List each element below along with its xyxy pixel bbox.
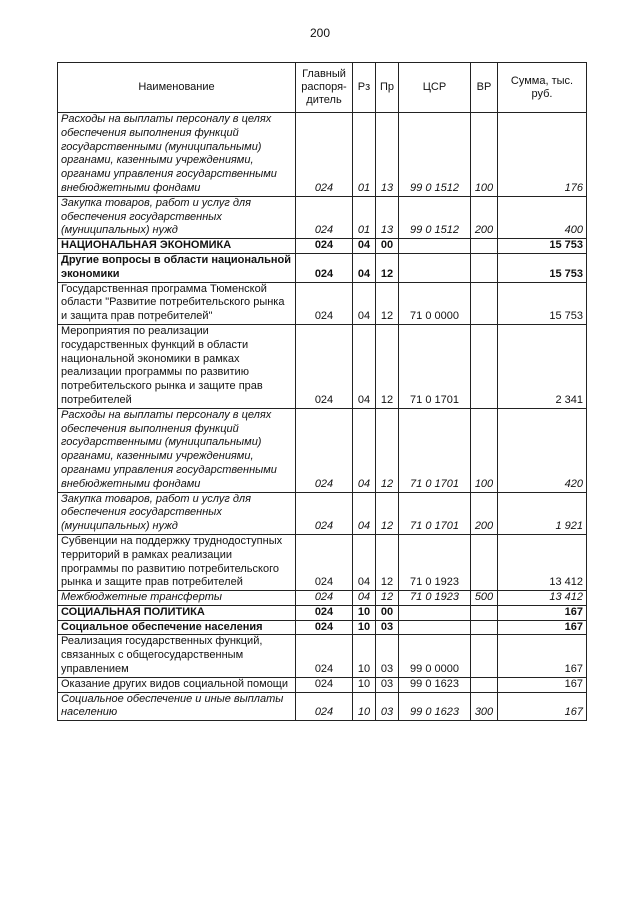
cell-vr: 200: [471, 492, 498, 534]
cell-glavny: 024: [296, 324, 353, 408]
cell-name: Реализация государственных функций, связанных с общегосударственным управлением: [58, 635, 296, 677]
table-row: [58, 408, 587, 492]
cell-vr: [471, 620, 498, 635]
header-pr: Пр: [376, 63, 399, 113]
cell-pr: 03: [376, 635, 399, 677]
cell-glavny: 024: [296, 113, 353, 197]
cell-pr: 03: [376, 677, 399, 692]
cell-csr: 99 0 1512: [399, 113, 471, 197]
cell-rz: 04: [353, 282, 376, 324]
header-csr: ЦСР: [399, 63, 471, 113]
table-row: [58, 196, 587, 238]
cell-vr: [471, 534, 498, 590]
table-row: [58, 239, 587, 254]
cell-name: Государственная программа Тюменской области "Развитие потребительского рынка и защита прав потребителей": [58, 282, 296, 324]
cell-name: Субвенции на поддержку труднодоступных территорий в рамках реализации программы по развитию потребительского рынка и защите прав потребителей: [58, 534, 296, 590]
cell-glavny: 024: [296, 492, 353, 534]
cell-csr: 99 0 1623: [399, 692, 471, 721]
cell-glavny: 024: [296, 282, 353, 324]
header-name: Наименование: [58, 63, 296, 113]
cell-vr: [471, 282, 498, 324]
table-row: [58, 282, 587, 324]
cell-glavny: 024: [296, 253, 353, 282]
cell-summa: 1 921: [498, 492, 587, 534]
cell-pr: 13: [376, 113, 399, 197]
cell-vr: 500: [471, 591, 498, 606]
table-row: [58, 492, 587, 534]
cell-pr: 12: [376, 492, 399, 534]
cell-csr: 99 0 1623: [399, 677, 471, 692]
cell-pr: 12: [376, 282, 399, 324]
cell-csr: [399, 239, 471, 254]
cell-rz: 10: [353, 635, 376, 677]
cell-glavny: 024: [296, 677, 353, 692]
cell-name: Другие вопросы в области национальной экономики: [58, 253, 296, 282]
cell-summa: 176: [498, 113, 587, 197]
cell-rz: 04: [353, 253, 376, 282]
cell-glavny: 024: [296, 635, 353, 677]
cell-summa: 13 412: [498, 591, 587, 606]
table-row: [58, 692, 587, 721]
cell-csr: 71 0 1701: [399, 408, 471, 492]
table-row: [58, 620, 587, 635]
cell-pr: 12: [376, 534, 399, 590]
cell-rz: 04: [353, 324, 376, 408]
cell-vr: [471, 635, 498, 677]
table-body: [58, 113, 587, 721]
cell-name: Социальное обеспечение населения: [58, 620, 296, 635]
cell-summa: 167: [498, 677, 587, 692]
cell-rz: 04: [353, 492, 376, 534]
cell-csr: 99 0 1512: [399, 196, 471, 238]
cell-csr: [399, 620, 471, 635]
cell-vr: 100: [471, 113, 498, 197]
cell-summa: 15 753: [498, 239, 587, 254]
cell-rz: 10: [353, 692, 376, 721]
cell-name: Оказание других видов социальной помощи: [58, 677, 296, 692]
header-summa: Сумма, тыс. руб.: [498, 63, 587, 113]
cell-name: Межбюджетные трансферты: [58, 591, 296, 606]
cell-csr: [399, 605, 471, 620]
cell-rz: 01: [353, 113, 376, 197]
cell-rz: 04: [353, 591, 376, 606]
cell-vr: 100: [471, 408, 498, 492]
cell-glavny: 024: [296, 196, 353, 238]
table-row: [58, 677, 587, 692]
cell-rz: 04: [353, 534, 376, 590]
table-header: [58, 63, 587, 113]
cell-summa: 167: [498, 620, 587, 635]
cell-glavny: 024: [296, 239, 353, 254]
cell-summa: 15 753: [498, 253, 587, 282]
cell-name: НАЦИОНАЛЬНАЯ ЭКОНОМИКА: [58, 239, 296, 254]
table-row: [58, 324, 587, 408]
table-row: [58, 605, 587, 620]
cell-rz: 10: [353, 677, 376, 692]
cell-summa: 420: [498, 408, 587, 492]
cell-name: Социальное обеспечение и иные выплаты населению: [58, 692, 296, 721]
cell-summa: 15 753: [498, 282, 587, 324]
cell-glavny: 024: [296, 534, 353, 590]
cell-csr: 99 0 0000: [399, 635, 471, 677]
cell-csr: 71 0 1923: [399, 534, 471, 590]
table-row: [58, 635, 587, 677]
cell-rz: 01: [353, 196, 376, 238]
cell-summa: 2 341: [498, 324, 587, 408]
cell-vr: 200: [471, 196, 498, 238]
cell-csr: 71 0 1923: [399, 591, 471, 606]
cell-glavny: 024: [296, 408, 353, 492]
cell-rz: 04: [353, 408, 376, 492]
cell-glavny: 024: [296, 620, 353, 635]
cell-rz: 10: [353, 620, 376, 635]
page-number: 200: [309, 26, 331, 40]
header-rz: Рз: [353, 63, 376, 113]
cell-glavny: 024: [296, 605, 353, 620]
table-row: [58, 591, 587, 606]
cell-glavny: 024: [296, 692, 353, 721]
cell-pr: 03: [376, 620, 399, 635]
cell-name: СОЦИАЛЬНАЯ ПОЛИТИКА: [58, 605, 296, 620]
cell-name: Мероприятия по реализации государственных функций в области национальной экономики в рамках реализации программы по развитию потребительского рынка и защите прав потребителей: [58, 324, 296, 408]
cell-vr: 300: [471, 692, 498, 721]
budget-table: [57, 62, 587, 721]
cell-vr: [471, 253, 498, 282]
table-row: [58, 534, 587, 590]
table-row: [58, 253, 587, 282]
cell-summa: 400: [498, 196, 587, 238]
cell-pr: 12: [376, 408, 399, 492]
cell-pr: 03: [376, 692, 399, 721]
cell-pr: 00: [376, 605, 399, 620]
cell-name: Расходы на выплаты персоналу в целях обеспечения выполнения функций государственными (муниципальными) органами, казенными учреждениями, органами управления государственными внебюджетными фондами: [58, 408, 296, 492]
cell-summa: 167: [498, 635, 587, 677]
cell-pr: 00: [376, 239, 399, 254]
cell-vr: [471, 677, 498, 692]
cell-name: Закупка товаров, работ и услуг для обеспечения государственных (муниципальных) нужд: [58, 196, 296, 238]
cell-pr: 12: [376, 253, 399, 282]
cell-glavny: 024: [296, 591, 353, 606]
cell-summa: 167: [498, 605, 587, 620]
cell-csr: 71 0 0000: [399, 282, 471, 324]
cell-vr: [471, 239, 498, 254]
cell-name: Расходы на выплаты персоналу в целях обеспечения выполнения функций государственными (муниципальными) органами, казенными учреждениями, органами управления государственными внебюджетными фондами: [58, 113, 296, 197]
cell-vr: [471, 324, 498, 408]
cell-rz: 04: [353, 239, 376, 254]
cell-name: Закупка товаров, работ и услуг для обеспечения государственных (муниципальных) нужд: [58, 492, 296, 534]
cell-pr: 12: [376, 591, 399, 606]
header-glavny: Главный распоря-дитель: [296, 63, 353, 113]
cell-pr: 13: [376, 196, 399, 238]
header-vr: ВР: [471, 63, 498, 113]
cell-rz: 10: [353, 605, 376, 620]
cell-summa: 13 412: [498, 534, 587, 590]
cell-csr: 71 0 1701: [399, 492, 471, 534]
cell-summa: 167: [498, 692, 587, 721]
cell-vr: [471, 605, 498, 620]
table-row: [58, 113, 587, 197]
cell-csr: [399, 253, 471, 282]
cell-csr: 71 0 1701: [399, 324, 471, 408]
cell-pr: 12: [376, 324, 399, 408]
